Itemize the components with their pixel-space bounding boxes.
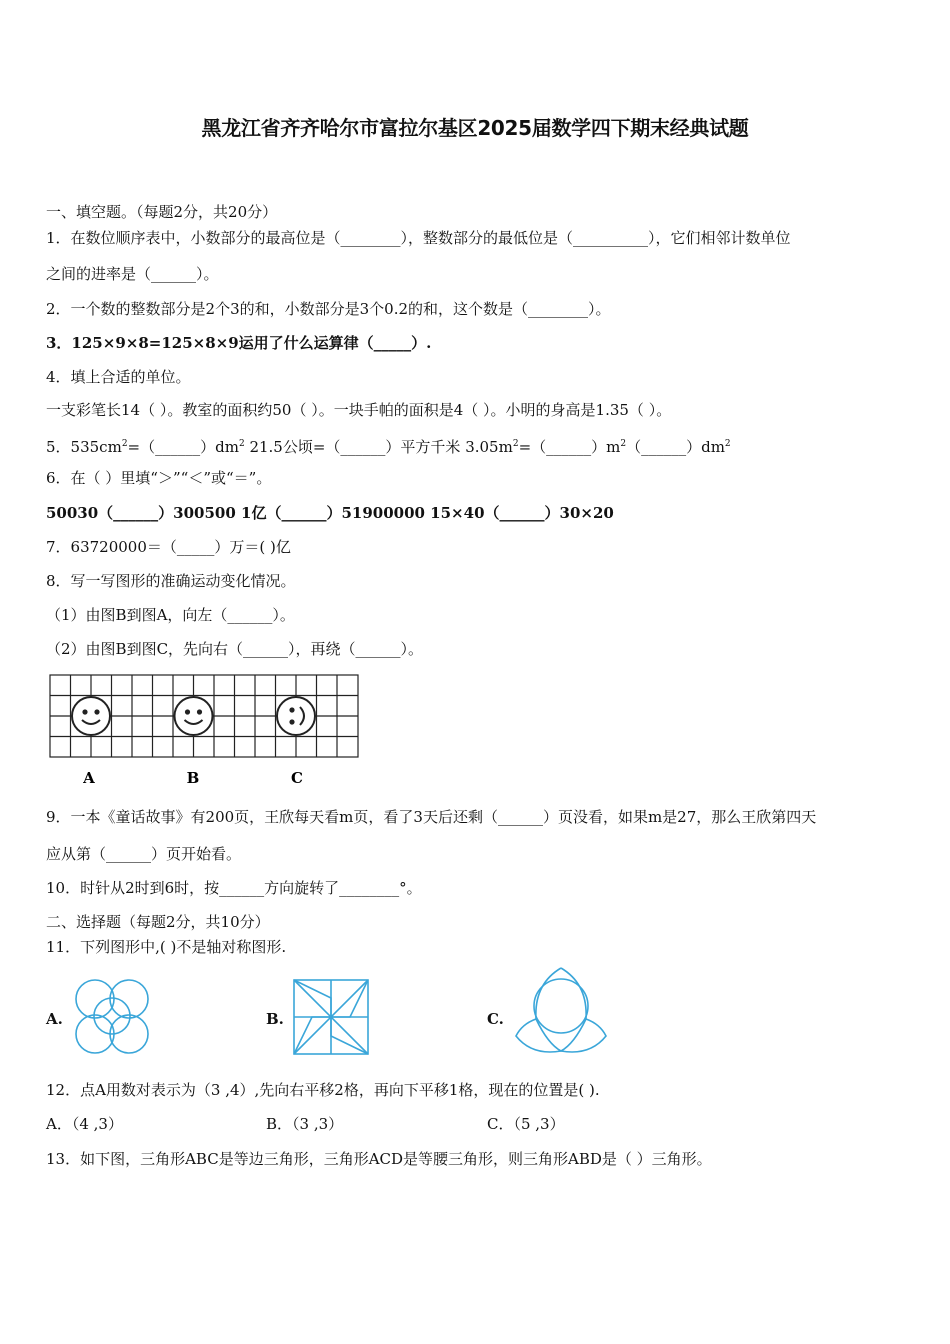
question-8-part-1: （1）由图B到图A，向左（______）。 — [46, 606, 295, 624]
question-10: 10．时针从2时到6时，按______方向旋转了________°。 — [46, 879, 422, 897]
grid-label-a: A — [83, 769, 95, 787]
question-13: 13．如下图，三角形ABC是等边三角形，三角形ACD是等腰三角形，则三角形ABD是（ ）三角形。 — [46, 1150, 712, 1168]
question-6-detail: 50030（______）300500 1亿（______）51900000 15×40（______）30×20 — [46, 504, 614, 522]
question-6: 6．在（ ）里填“＞”“＜”或“＝”。 — [46, 469, 272, 487]
smiley-face-a — [72, 697, 110, 735]
smiley-face-b — [175, 697, 213, 735]
option-b-label: B. — [266, 1010, 284, 1028]
question-12: 12．点A用数对表示为（3 ,4）,先向右平移2格，再向下平移1格，现在的位置是( ). — [46, 1081, 600, 1099]
question-8-part-2: （2）由图B到图C，先向右（______），再绕（______）。 — [46, 640, 424, 658]
section-2-heading: 二、选择题（每题2分，共10分） — [46, 913, 270, 931]
question-1-line-2: 之间的进率是（______）。 — [46, 265, 219, 283]
smiley-grid-figure — [46, 672, 364, 792]
question-4: 4．填上合适的单位。 — [46, 368, 191, 386]
section-1-heading: 一、填空题。（每题2分，共20分） — [46, 203, 278, 221]
grid-label-c: C — [291, 769, 303, 787]
option-c-label: C. — [487, 1010, 504, 1028]
flower-figure-option-a — [70, 976, 156, 1058]
page-title: 黑龙江省齐齐哈尔市富拉尔基区2025届数学四下期末经典试题 — [201, 116, 749, 140]
question-7: 7．63720000＝（_____）万＝( )亿 — [46, 538, 291, 556]
smiley-face-c-rotated — [277, 697, 315, 735]
pinwheel-figure-option-b — [290, 976, 372, 1058]
question-4-detail: 一支彩笔长14（ ）。教室的面积约50（ ）。一块手帕的面积是4（ ）。小明的身高是1.35（ ）。 — [46, 401, 672, 419]
trefoil-figure-option-c — [512, 964, 610, 1058]
question-5: 5．$535cm^2=(\_\_\_\_\_\_)dm^2$ 21.5公顷=（______）平方千米 $3.05m^2=(\_\_\_\_\_\_)m^2(\_\_\_\_\_\_)dm^2$ — [46, 438, 731, 456]
question-9-line-2: 应从第（______）页开始看。 — [46, 845, 242, 863]
question-3: 3．125×9×8=125×8×9运用了什么运算律（_____）. — [46, 334, 432, 352]
q12-option-c: C．（5 ,3） — [487, 1115, 565, 1133]
q12-option-b: B．（3 ,3） — [266, 1115, 344, 1133]
question-1-line-1: 1．在数位顺序表中，小数部分的最高位是（________），整数部分的最低位是（__________），它们相邻计数单位 — [46, 229, 791, 247]
option-a-label: A. — [46, 1010, 63, 1028]
question-11: 11．下列图形中,( )不是轴对称图形. — [46, 938, 287, 956]
question-8: 8．写一写图形的准确运动变化情况。 — [46, 572, 296, 590]
question-2: 2．一个数的整数部分是2个3的和，小数部分是3个0.2的和，这个数是（________）。 — [46, 300, 611, 318]
question-9-line-1: 9．一本《童话故事》有200页，王欣每天看m页，看了3天后还剩（______）页没看，如果m是27，那么王欣第四天 — [46, 808, 817, 826]
grid-label-b: B — [186, 769, 200, 787]
q12-option-a: A．（4 ,3） — [46, 1115, 123, 1133]
